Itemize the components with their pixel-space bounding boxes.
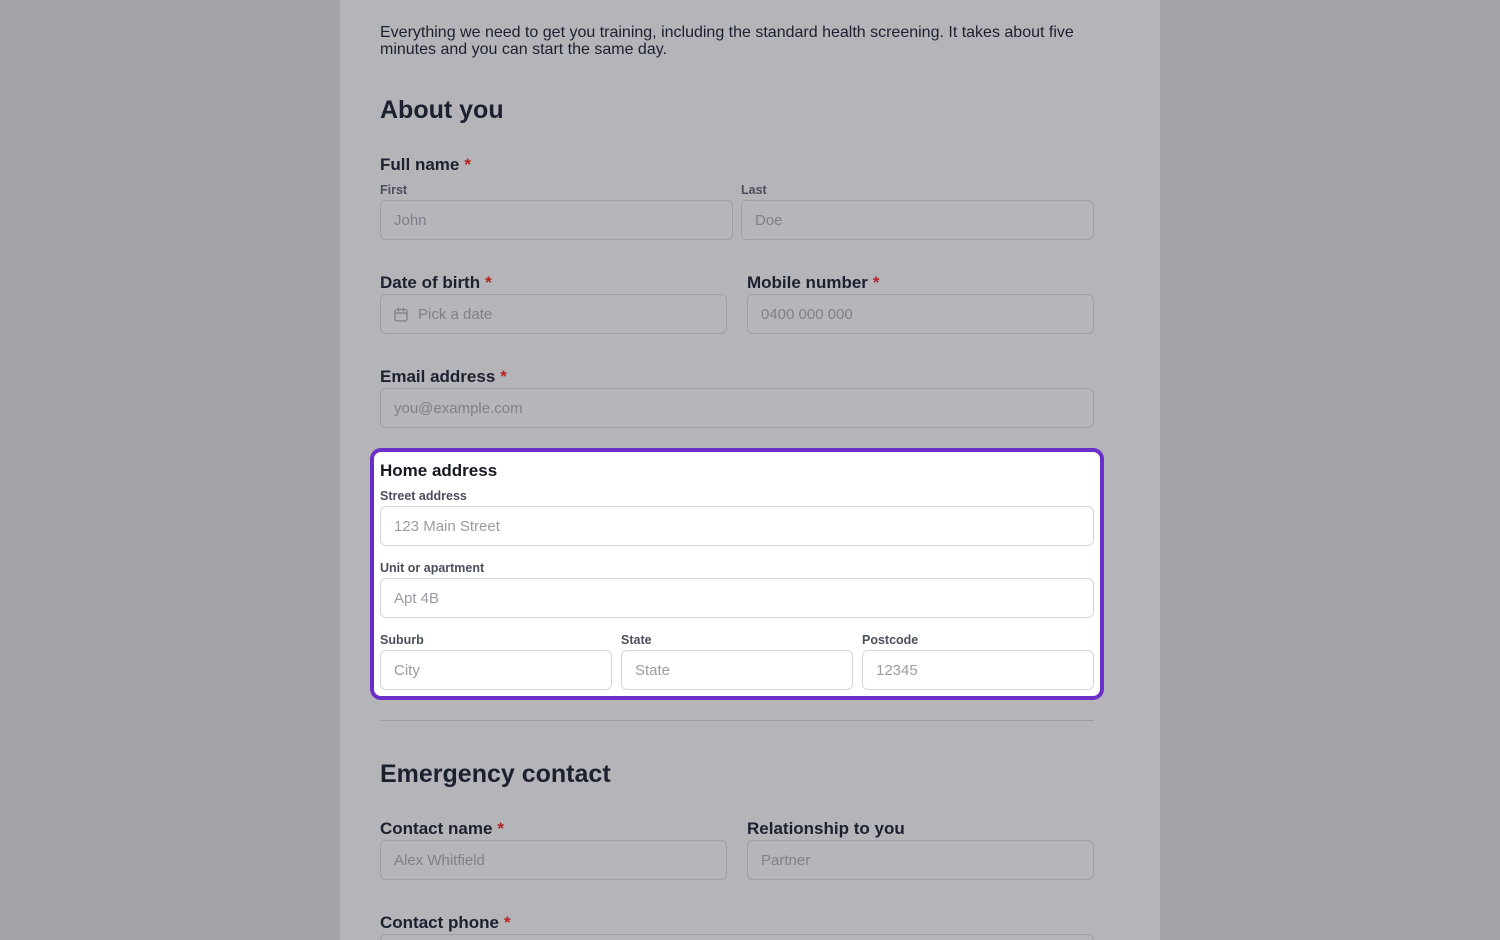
relationship-placeholder: Partner xyxy=(761,851,811,869)
relationship-label xyxy=(747,819,905,839)
required-marker: * xyxy=(872,273,880,292)
dob-label xyxy=(380,273,492,293)
contact-phone-label-text: Contact phone xyxy=(380,913,499,932)
state-placeholder: State xyxy=(635,661,671,679)
home-address-title: Home address xyxy=(380,461,498,480)
section-title-emergency: Emergency contact xyxy=(380,760,611,788)
contact-name-input[interactable] xyxy=(380,840,727,880)
postcode-input[interactable] xyxy=(862,650,1094,690)
suburb-placeholder: City xyxy=(394,661,420,679)
dob-label-text: Date of birth xyxy=(380,273,481,292)
relationship-label-text: Relationship to you xyxy=(747,819,905,838)
postcode-placeholder: 12345 xyxy=(876,661,918,679)
email-input[interactable] xyxy=(380,388,1094,428)
contact-name-placeholder: Alex Whitfield xyxy=(394,851,485,869)
required-marker: * xyxy=(464,155,471,174)
suburb-label: Suburb xyxy=(380,633,424,647)
first-name-input[interactable] xyxy=(380,200,733,240)
street-address-placeholder: 123 Main Street xyxy=(394,517,500,535)
required-marker: * xyxy=(485,273,492,292)
unit-placeholder: Apt 4B xyxy=(394,589,440,607)
mobile-input[interactable] xyxy=(747,294,1094,334)
contact-phone-label xyxy=(380,913,511,933)
section-divider xyxy=(380,720,1094,721)
full-name-label-text: Full name xyxy=(380,155,460,174)
last-name-input[interactable] xyxy=(741,200,1094,240)
contact-phone-input[interactable] xyxy=(380,934,1094,940)
calendar-icon xyxy=(394,307,408,322)
street-address-label: Street address xyxy=(380,489,467,503)
last-name-placeholder: Doe xyxy=(755,211,783,229)
email-placeholder: you@example.com xyxy=(394,399,523,417)
state-label: State xyxy=(621,633,652,647)
unit-input[interactable] xyxy=(380,578,1094,618)
mobile-placeholder: 0400 000 000 xyxy=(761,305,853,323)
dob-placeholder: Pick a date xyxy=(418,305,493,323)
postcode-label: Postcode xyxy=(862,633,919,647)
contact-name-label-text: Contact name xyxy=(380,819,493,838)
last-name-sublabel: Last xyxy=(741,183,767,197)
contact-name-label xyxy=(380,819,504,839)
required-marker: * xyxy=(500,367,507,386)
email-label xyxy=(380,367,507,387)
email-label-text: Email address xyxy=(380,367,496,386)
first-name-sublabel: First xyxy=(380,183,408,197)
unit-label: Unit or apartment xyxy=(380,561,485,575)
required-marker: * xyxy=(504,913,511,932)
mobile-label-text: Mobile number xyxy=(747,273,868,292)
intro-text: Everything we need to get you training, including the standard health screening. It takes about five minutes and you can start the same day. xyxy=(380,24,1074,58)
first-name-placeholder: John xyxy=(394,211,427,229)
full-name-label xyxy=(380,155,471,175)
section-title-about: About you xyxy=(380,96,504,124)
required-marker: * xyxy=(497,819,505,838)
street-address-input[interactable] xyxy=(380,506,1094,546)
relationship-input[interactable] xyxy=(747,840,1094,880)
state-input[interactable] xyxy=(621,650,853,690)
mobile-label xyxy=(747,273,880,293)
suburb-input[interactable] xyxy=(380,650,612,690)
dob-date-picker[interactable] xyxy=(380,294,727,334)
